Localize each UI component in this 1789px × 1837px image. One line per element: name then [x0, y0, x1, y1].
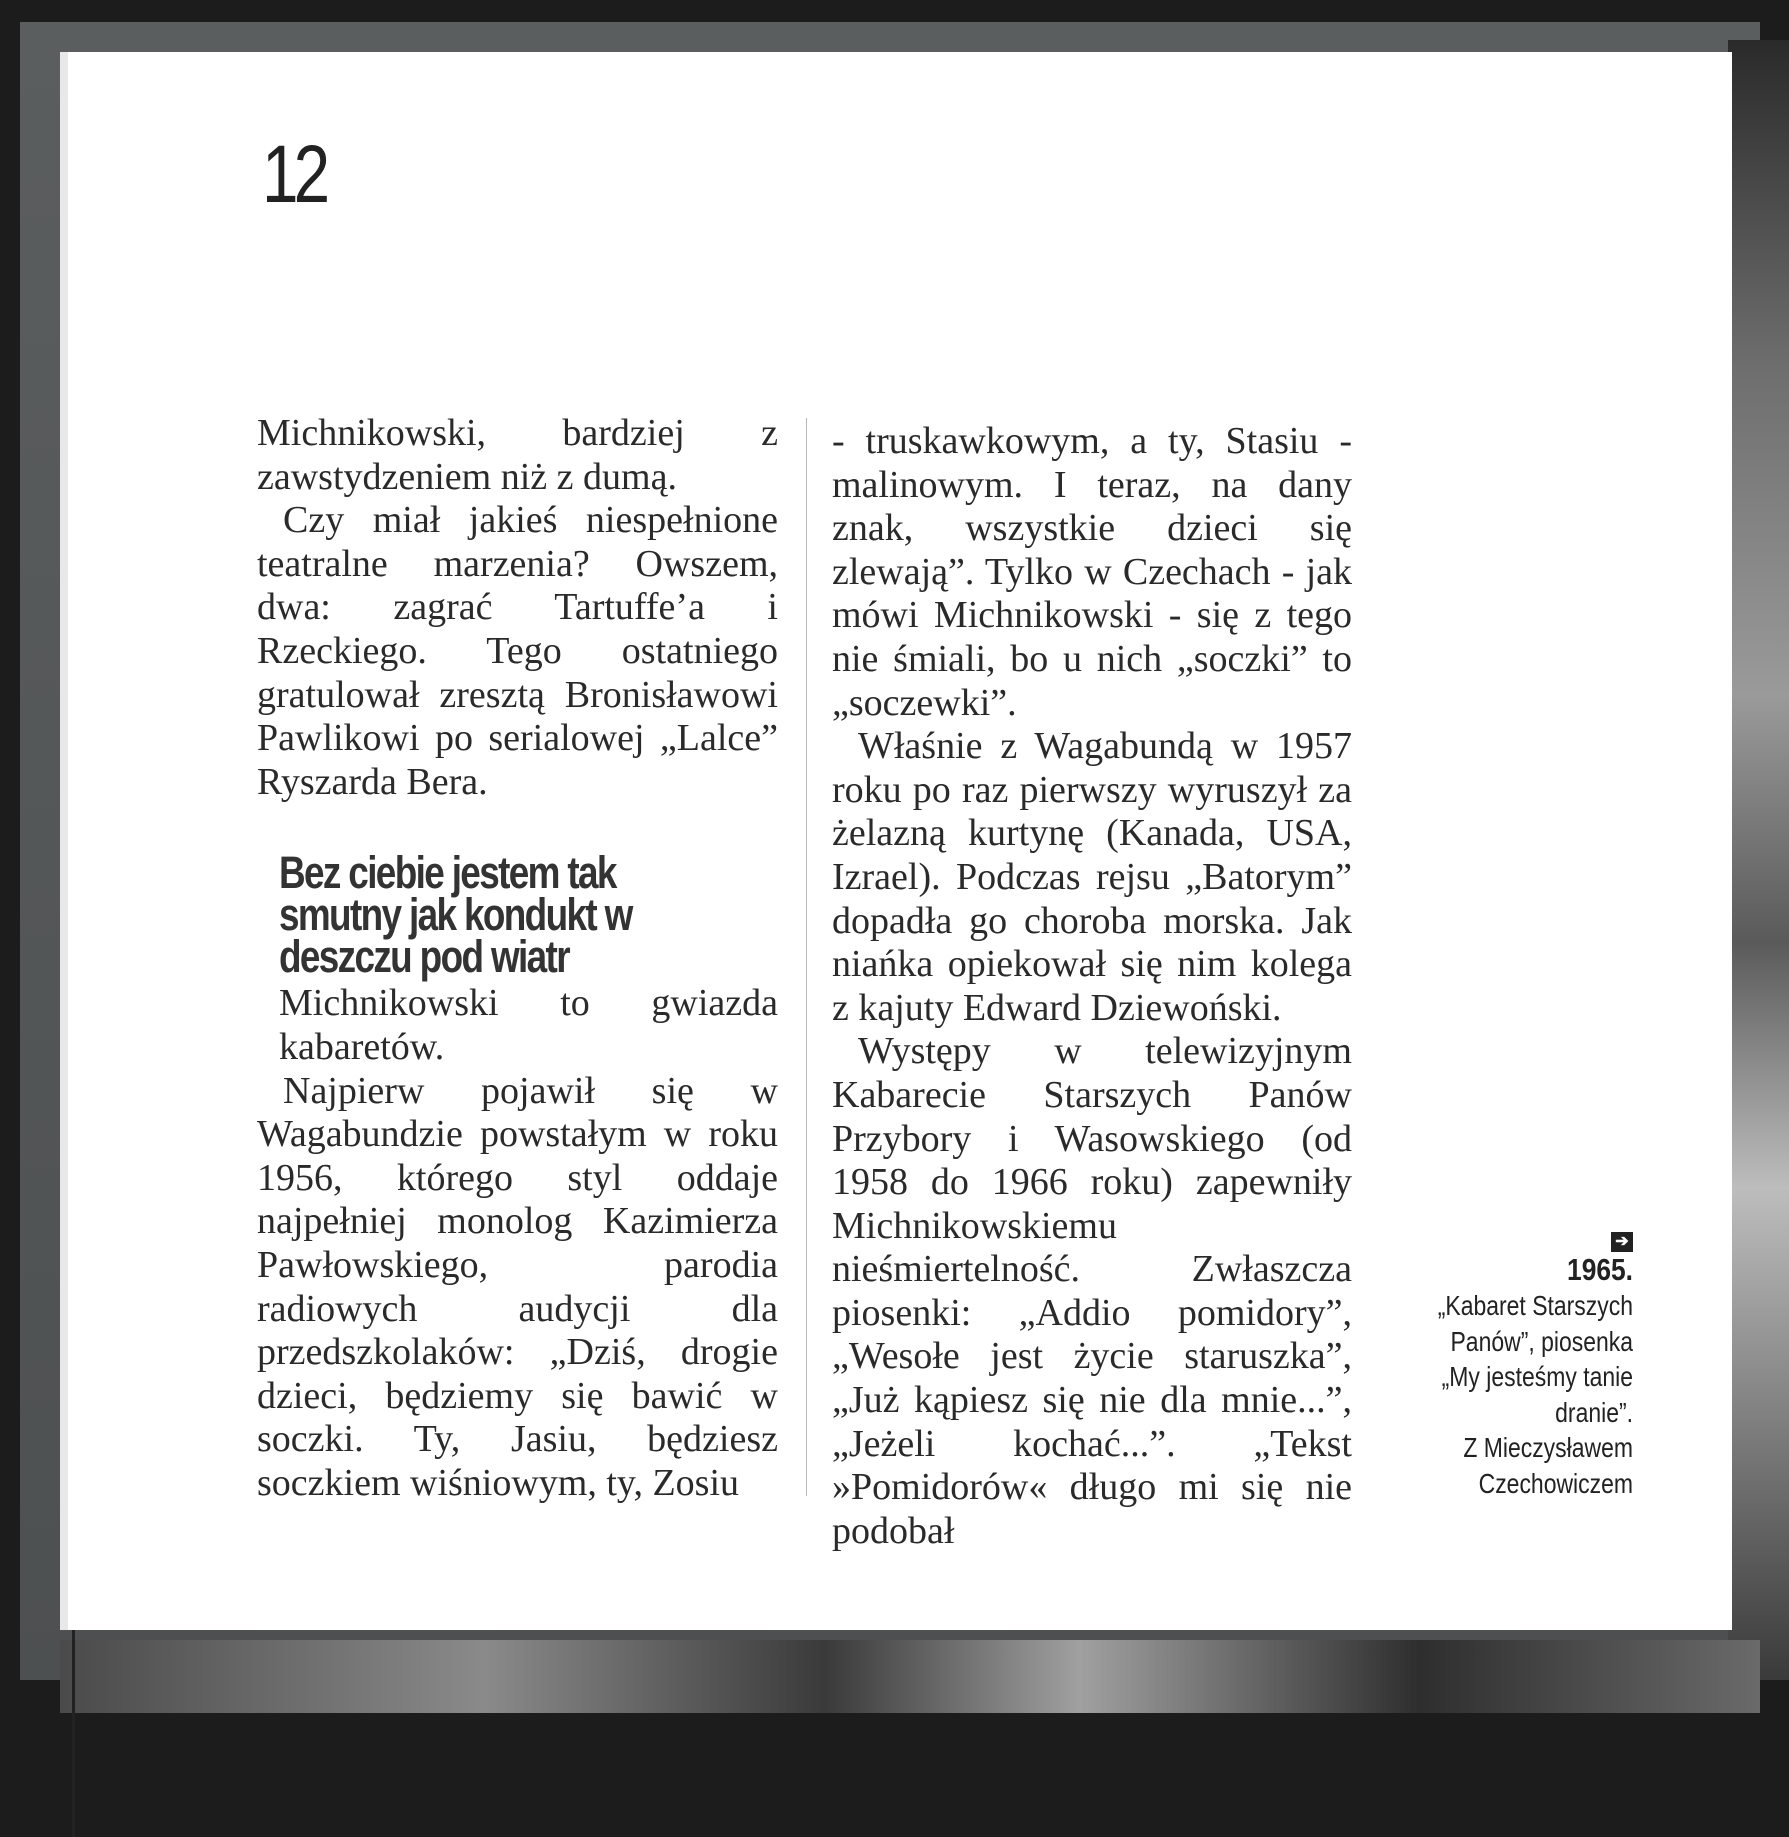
caption-line: Panów”, piosenka: [1450, 1325, 1633, 1357]
left-paragraph-1: Michnikowski, bardziej z zawstydzeniem niż z dumą.: [257, 412, 778, 498]
caption-line: dranie”.: [1555, 1396, 1633, 1428]
section-heading: Bez ciebie jestem tak smutny jak kondukt w deszczu pod wiatr: [279, 847, 632, 983]
right-paragraph-2: Właśnie z Wagabundą w 1957 roku po raz pierwszy wyruszył za żelazną kurtynę (Kanada, USA, Izrael). Podczas rejsu „Batorym” dopadła go choroba morska. Jak niańka opiekował się nim kolega z kajuty Edward Dziewoński.: [832, 725, 1352, 1029]
left-paragraph-4: Najpierw pojawił się w Wagabundzie powstałym w roku 1956, którego styl oddaje najpełniej monolog Kazimierza Pawłowskiego, parodia radiowych audycji dla przedszkolaków: „Dziś, drogie dzieci, będziemy się bawić w soczki. Ty, Jasiu, będziesz soczkiem wiśniowym, ty, Zosiu: [257, 1069, 778, 1504]
right-column: [832, 420, 1352, 1553]
photo-caption: [1353, 1232, 1633, 1501]
caption-line: „My jesteśmy tanie: [1441, 1361, 1633, 1392]
left-column: [257, 412, 778, 1505]
adjacent-photo-edge: [1728, 40, 1789, 1680]
caption-text: [1354, 1288, 1633, 1501]
caption-year: 1965.: [1567, 1252, 1633, 1287]
caption-line: Czechowiczem: [1478, 1467, 1633, 1499]
column-divider: [806, 418, 807, 1496]
bottom-photo-strip: [60, 1640, 1760, 1713]
right-paragraph-1: - truskawkowym, a ty, Stasiu - malinowym. I teraz, na dany znak, wszystkie dzieci się zlewają”. Tylko w Czechach - jak mówi Michnikowski - się z tego nie śmiali, bo u nich „soczki” to „soczewki”.: [832, 420, 1352, 724]
left-paragraph-2: Czy miał jakieś niespełnione teatralne marzenia? Owszem, dwa: zagrać Tartuffe’a i Rzeckiego. Tego ostatniego gratulował zresztą Bronisławowi Pawlikowi po serialowej „Lalce” Ryszarda Bera.: [257, 499, 778, 803]
caption-line: „Kabaret Starszych: [1437, 1290, 1633, 1321]
page-number: 12: [262, 129, 326, 220]
right-paragraph-3: Występy w telewizyjnym Kabarecie Starszych Panów Przybory i Wasowskiego (od 1958 do 1966 roku) zapewniły Michnikowskiemu nieśmiertelność. Zwłaszcza piosenki: „Addio pomidory”, „Wesołe jest życie staruszka”, „Już kąpiesz się nie dla mnie...”, „Jeżeli kochać...”. „Tekst »Pomidorów« długo mi się nie podobał: [832, 1030, 1352, 1552]
left-paragraph-3: Michnikowski to gwiazda kabaretów.: [279, 982, 778, 1068]
caption-line: Z Mieczysławem: [1463, 1432, 1633, 1463]
arrow-right-icon: ➔: [1611, 1232, 1633, 1252]
